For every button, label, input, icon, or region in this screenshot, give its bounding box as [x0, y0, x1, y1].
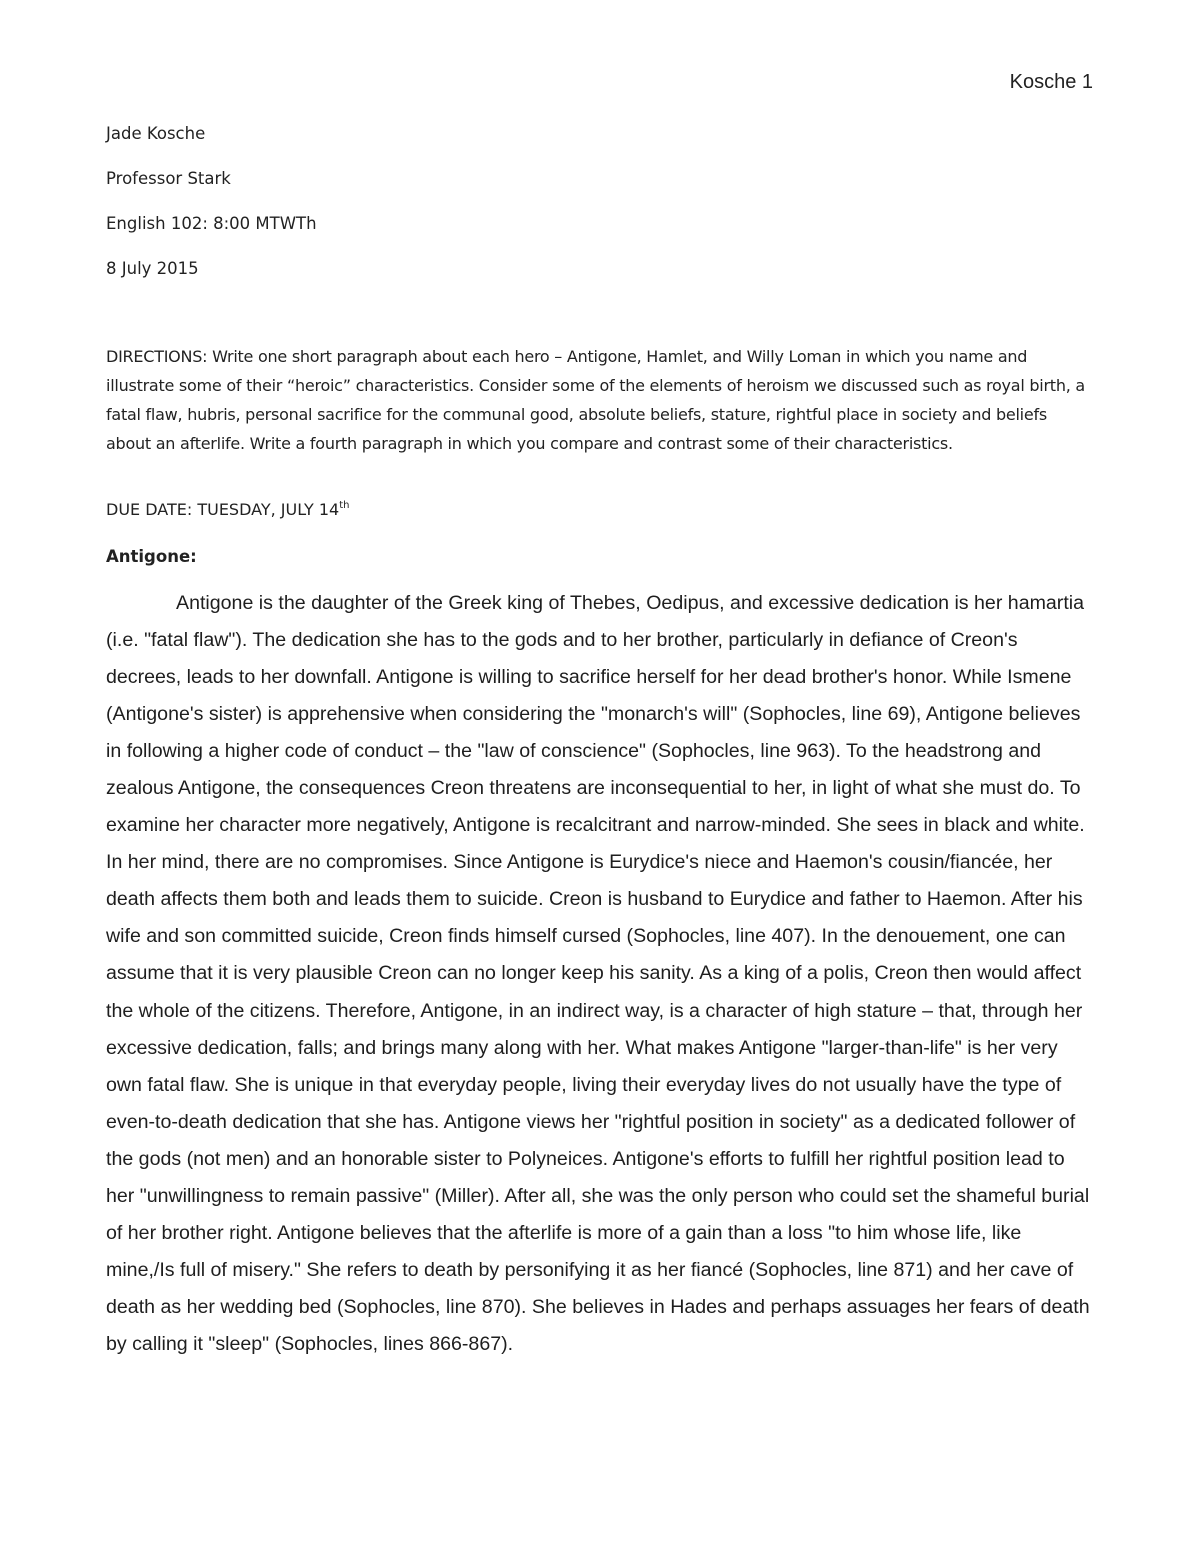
running-head: Kosche 1	[1009, 71, 1093, 93]
due-date-text: DUE DATE: TUESDAY, JULY 14	[106, 500, 340, 519]
due-date	[106, 500, 349, 519]
date-line: 8 July 2015	[106, 259, 199, 278]
directions-label: DIRECTIONS:	[106, 347, 208, 366]
due-date-suffix: th	[339, 500, 350, 511]
body-paragraph: Antigone is the daughter of the Greek king of Thebes, Oedipus, and excessive dedication is her hamartia (i.e. "fatal flaw"). The dedication she has to the gods and to her brother, particularly in defiance of Creon's decrees, leads to her downfall. Antigone is willing to sacrifice herself for her dead brother's honor. While Ismene (Antigone's sister) is apprehensive when considering the "monarch's will" (Sophocles, line 69), Antigone believes in following a higher code of conduct – the "law of conscience" (Sophocles, line 963). To the headstrong and zealous Antigone, the consequences Creon threatens are inconsequential to her, in light of what she must do. To examine her character more negatively, Antigone is recalcitrant and narrow-minded. She sees in black and white. In her mind, there are no compromises. Since Antigone is Eurydice's niece and Haemon's cousin/fiancée, her death affects them both and leads them to suicide. Creon is husband to Eurydice and father to Haemon. After his wife and son committed suicide, Creon finds himself cursed (Sophocles, line 407). In the denouement, one can assume that it is very plausible Creon can no longer keep his sanity. As a king of a polis, Creon then would affect the whole of the citizens. Therefore, Antigone, in an indirect way, is a character of high stature – that, through her excessive dedication, falls; and brings many along with her. What makes Antigone "larger-than-life" is her very own fatal flaw. She is unique in that everyday people, living their everyday lives do not usually have the type of even-to-death dedication that she has. Antigone views her "rightful position in society" as a dedicated follower of the gods (not men) and an honorable sister to Polyneices. Antigone's efforts to fulfill her rightful position lead to her "unwillingness to remain passive" (Miller). After all, she was the only person who could set the shameful burial of her brother right. Antigone believes that the afterlife is more of a gain than a loss "to him whose life, like mine,/Is full of misery." She refers to death by personifying it as her fiancé (Sophocles, line 871) and her cave of death as her wedding bed (Sophocles, line 870). She believes in Hades and perhaps assuages her fears of death by calling it "sleep" (Sophocles, lines 866-867).	[106, 592, 1090, 1355]
course-info: English 102: 8:00 MTWTh	[106, 214, 317, 233]
professor-name: Professor Stark	[106, 169, 231, 188]
directions-paragraph	[106, 342, 1096, 458]
student-name: Jade Kosche	[106, 124, 206, 143]
directions-text: Write one short paragraph about each hero – Antigone, Hamlet, and Willy Loman in which you name and illustrate some of their “heroic” characteristics. Consider some of the elements of heroism we discussed such as royal birth, a fatal flaw, hubris, personal sacrifice for the communal good, absolute beliefs, stature, rightful place in society and beliefs about an afterlife. Write a fourth paragraph in which you compare and contrast some of their characteristics.	[106, 347, 1085, 453]
mla-heading	[106, 122, 1096, 302]
section-title: Antigone:	[106, 547, 197, 566]
